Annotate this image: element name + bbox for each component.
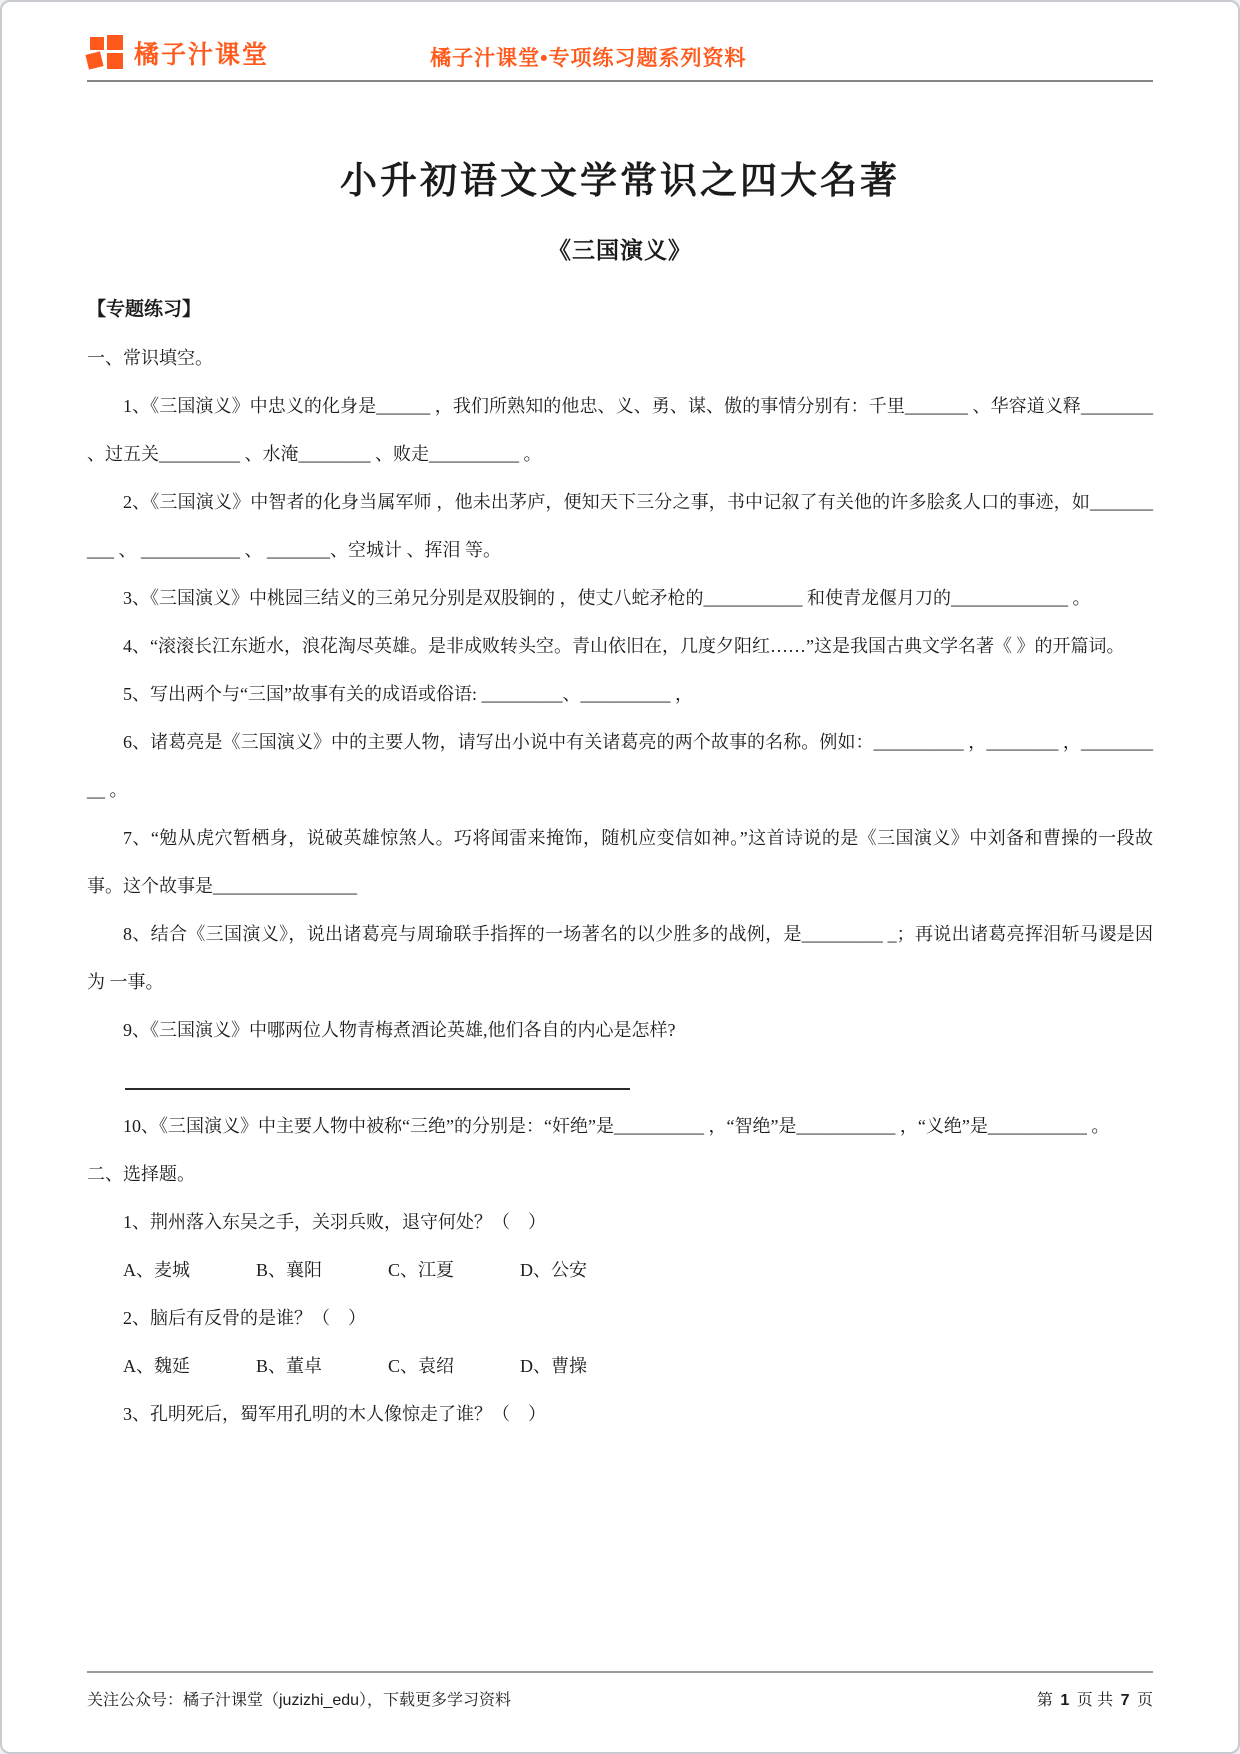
choice-question-2-options: [87, 1342, 1153, 1390]
footer-divider: [87, 1671, 1153, 1673]
fill-question-7: 7、“勉从虎穴暂栖身，说破英雄惊煞人。巧将闻雷来掩饰，随机应变信如神。”这首诗说的是《三国演义》中刘备和曹操的一段故事。这个故事是________________: [87, 828, 1153, 897]
page-title: 小升初语文文学常识之四大名著: [340, 161, 900, 202]
part2-heading: 二、选择题。: [87, 1164, 195, 1185]
current-page-number: 1: [1060, 1692, 1070, 1709]
logo-text: 橘子汁课堂: [134, 41, 270, 69]
fill-question-10: 10、《三国演义》中主要人物中被称“三绝”的分别是：“奸绝”是__________ ，“智绝”是___________ ，“义绝”是___________ 。: [123, 1116, 1110, 1137]
option-d: D、曹操: [520, 1356, 588, 1377]
section-label: 【专题练习】: [87, 299, 202, 321]
page-footer: [87, 1671, 1153, 1710]
option-b: B、董卓: [256, 1356, 323, 1377]
page-indicator-mid: 页 共: [1076, 1692, 1114, 1709]
fill-question-1: 1、《三国演义》中忠义的化身是______ ，我们所熟知的他忠、义、勇、谋、傲的事情分别有：千里_______ 、华容道义释________ 、过五关_________ 、水淹________ 、败走__________ 。: [87, 396, 1153, 465]
option-c: C、江夏: [388, 1260, 455, 1281]
page-indicator-prefix: 第: [1036, 1692, 1053, 1709]
choice-question-1-options: [87, 1246, 1153, 1294]
answer-blank-line: [125, 1088, 630, 1090]
page-indicator-suffix: 页: [1136, 1692, 1153, 1709]
fill-question-5: 5、写出两个与“三国”故事有关的成语或俗语: _________、__________ ，: [123, 684, 693, 705]
header-banner: 橘子汁课堂•专项练习题系列资料: [430, 47, 747, 70]
fill-question-9: 9、《三国演义》中哪两位人物青梅煮酒论英雄,他们各自的内心是怎样?: [123, 1020, 676, 1041]
question-9-answer-area: [87, 1054, 1153, 1102]
choice-question-1: 1、荆州落入东吴之手，关羽兵败，退守何处？（ ）: [123, 1212, 546, 1233]
option-b: B、襄阳: [256, 1260, 323, 1281]
worksheet-body: [2, 160, 1238, 1438]
worksheet-content: [87, 286, 1153, 1438]
header-divider: [87, 80, 1153, 82]
option-a: A、麦城: [123, 1260, 190, 1281]
fill-question-2: 2、《三国演义》中智者的化身当属军师 ，他未出茅庐，便知天下三分之事，书中记叙了有关他的许多脍炙人口的事迹，如__________ 、 ___________ 、 _______、空城计 、挥泪 等。: [87, 492, 1153, 561]
page-header: [2, 2, 1238, 72]
option-d: D、公安: [520, 1260, 588, 1281]
fill-question-4: 4、“滚滚长江东逝水，浪花淘尽英雄。是非成败转头空。青山依旧在，几度夕阳红……”这是我国古典文学名著《 》的开篇词。: [123, 636, 1125, 657]
page-subtitle: 《三国演义》: [548, 238, 692, 264]
part1-heading: 一、常识填空。: [87, 348, 213, 369]
fill-question-3: 3、《三国演义》中桃园三结义的三弟兄分别是双股锏的 ，使丈八蛇矛枪的___________ 和使青龙偃月刀的_____________ 。: [123, 588, 1091, 609]
fill-question-6: 6、诸葛亮是《三国演义》中的主要人物，请写出小说中有关诸葛亮的两个故事的名称。例如：__________ ，________ ，__________ 。: [87, 732, 1153, 801]
footer-note: 关注公众号：橘子汁课堂（juzizhi_edu），下载更多学习资料: [87, 1692, 512, 1709]
fill-question-8: 8、结合《三国演义》，说出诸葛亮与周瑜联手指挥的一场著名的以少胜多的战例，是_________ _；再说出诸葛亮挥泪斩马谡是因为 一事。: [87, 924, 1153, 993]
option-a: A、魏延: [123, 1356, 190, 1377]
page-indicator: [1037, 1687, 1153, 1710]
total-page-number: 7: [1120, 1692, 1130, 1709]
choice-question-2: 2、脑后有反骨的是谁？（ ）: [123, 1308, 366, 1329]
choice-question-3: 3、孔明死后，蜀军用孔明的木人像惊走了谁？（ ）: [123, 1404, 546, 1425]
orange-grid-logo-icon: [87, 34, 125, 72]
option-c: C、袁绍: [388, 1356, 455, 1377]
